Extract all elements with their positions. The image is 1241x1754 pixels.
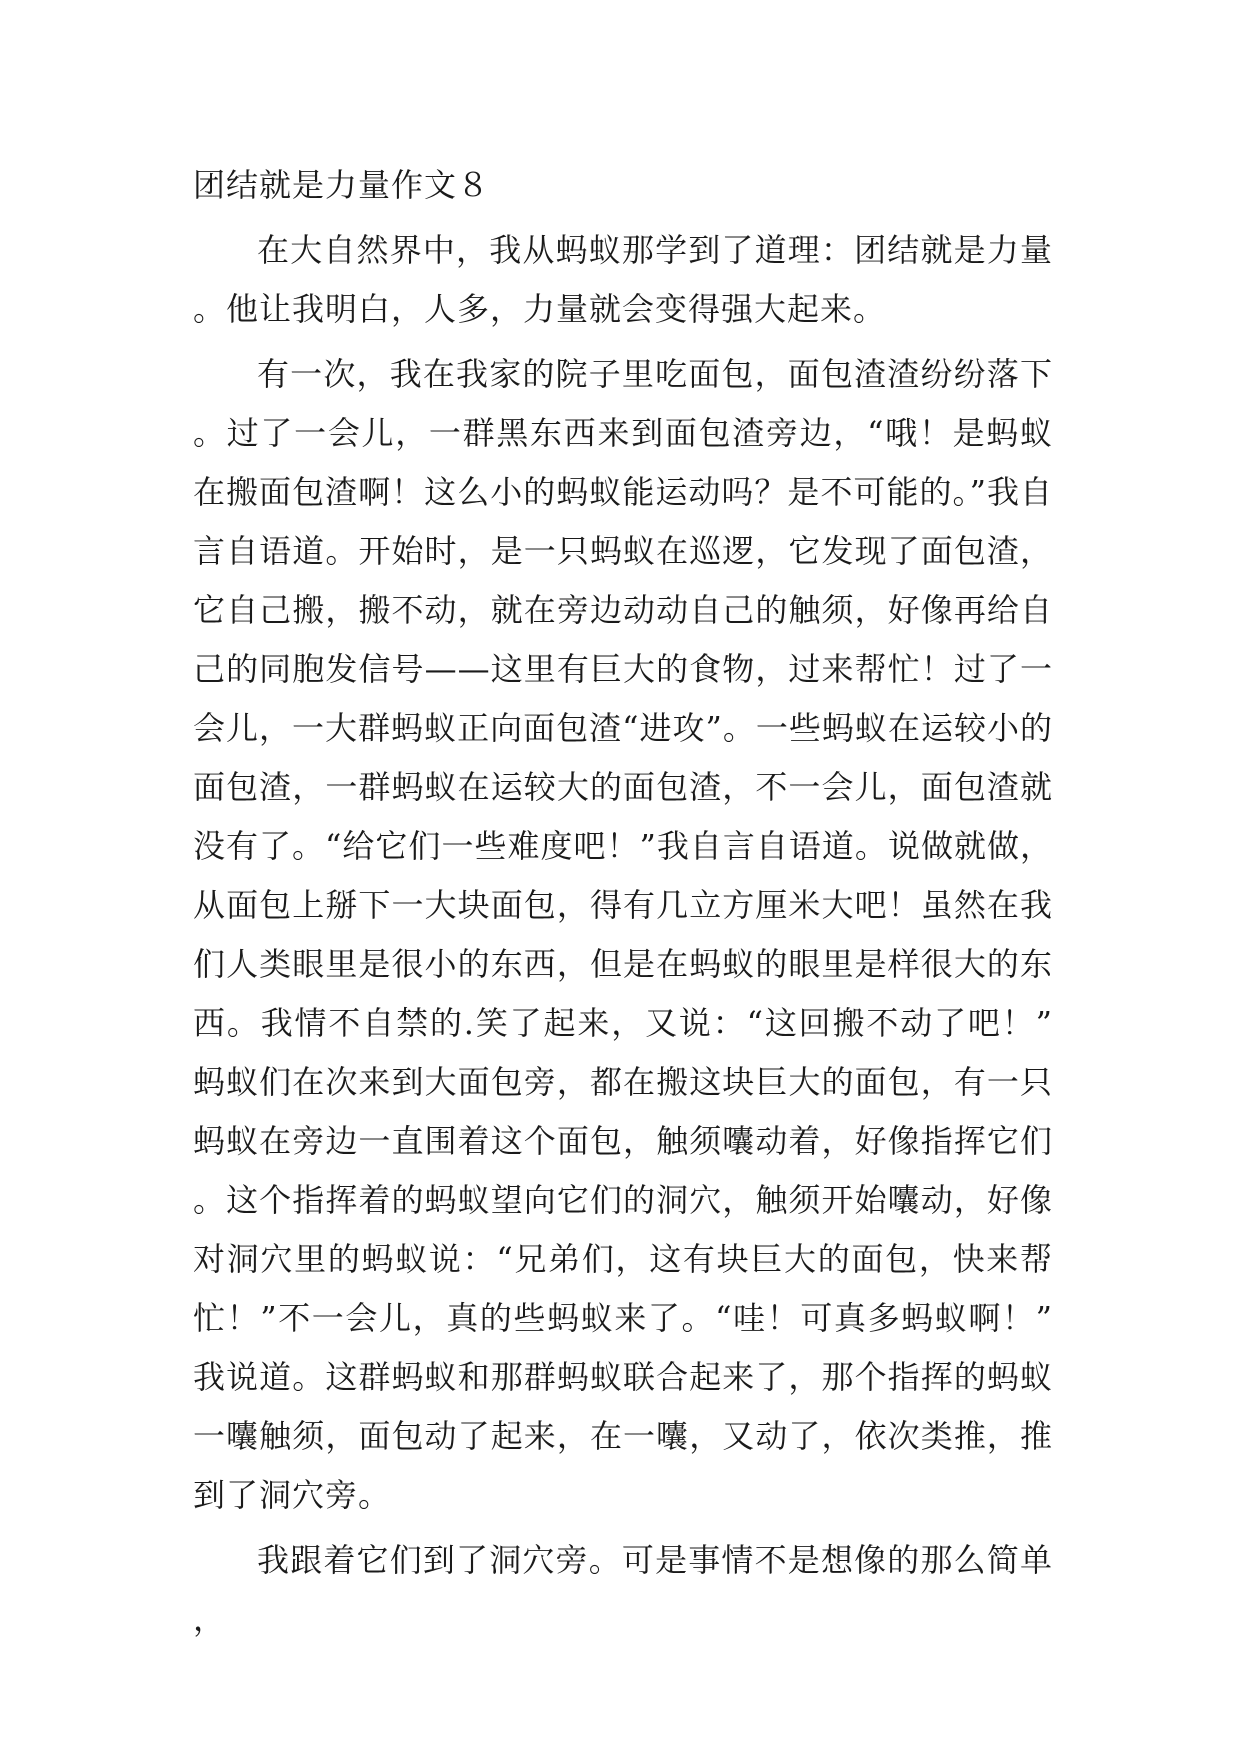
paragraph-continuation: 我跟着它们到了洞穴旁。可是事情不是想像的那么简单， xyxy=(193,1541,1053,1638)
paragraph-story: 有一次，我在我家的院子里吃面包，面包渣渣纷纷落下。过了一会儿，一群黑东西来到面包渣旁边，“哦！是蚂蚁在搬面包渣啊！这么小的蚂蚁能运动吗？是不可能的。”我自言自语道。开始时，是一只蚂蚁在巡逻，它发现了面包渣，它自己搬，搬不动，就在旁边动动自己的触须，好像再给自己的同胞发信号——这里有巨大的食物，过来帮忙！过了一会儿，一大群蚂蚁正向面包渣“进攻”。一些蚂蚁在运较小的面包渣，一群蚂蚁在运较大的面包渣，不一会儿，面包渣就没有了。“给它们一些难度吧！”我自言自语道。说做就做，从面包上掰下一大块面包，得有几立方厘米大吧！虽然在我们人类眼里是很小的东西，但是在蚂蚁的眼里是样很大的东西。我情不自禁的.笑了起来，又说：“这回搬不动了吧！”蚂蚁们在次来到大面包旁，都在搬这块巨大的面包，有一只蚂蚁在旁边一直围着这个面包，触须囔动着，好像指挥它们。这个指挥着的蚂蚁望向它们的洞穴，触须开始囔动，好像对洞穴里的蚂蚁说：“兄弟们，这有块巨大的面包，快来帮忙！”不一会儿，真的些蚂蚁来了。“哇！可真多蚂蚁啊！”我说道。这群蚂蚁和那群蚂蚁联合起来了，那个指挥的蚂蚁一囔触须，面包动了起来，在一囔，又动了，依次类推，推到了洞穴旁。 xyxy=(193,355,1053,1514)
document-body xyxy=(193,156,1053,1649)
document-title: 团结就是力量作文８ xyxy=(193,166,491,204)
paragraph-intro: 在大自然界中，我从蚂蚁那学到了道理：团结就是力量。他让我明白，人多，力量就会变得强大起来。 xyxy=(193,231,1053,328)
